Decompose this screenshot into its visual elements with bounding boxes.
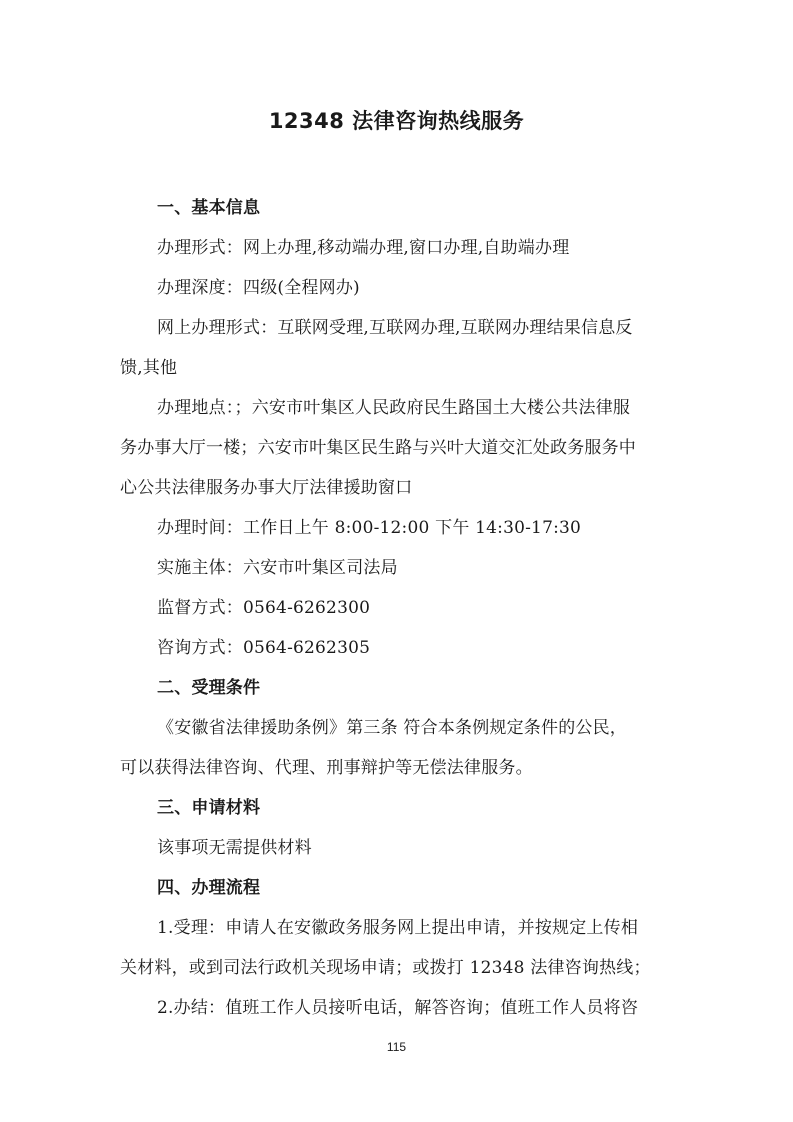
section-heading-application-materials: 三、申请材料 — [157, 798, 261, 818]
implementing-body: 实施主体：六安市叶集区司法局 — [157, 558, 398, 578]
document-title: 12348 法律咨询热线服务 — [268, 109, 525, 133]
section-heading-acceptance-conditions: 二、受理条件 — [157, 678, 261, 698]
handling-location-cont-1: 务办事大厅一楼；六安市叶集区民生路与兴叶大道交汇处政务服务中 — [120, 438, 636, 458]
document-body — [120, 188, 680, 1028]
acceptance-conditions-text: 《安徽省法律援助条例》第三条 符合本条例规定条件的公民， — [157, 718, 628, 738]
section-heading-basic-info: 一、基本信息 — [157, 198, 261, 218]
acceptance-conditions-text-cont: 可以获得法律咨询、代理、刑事辩护等无偿法律服务。 — [120, 758, 533, 778]
handling-location: 办理地点：；六安市叶集区人民政府民生路国土大楼公共法律服 — [157, 398, 631, 418]
application-materials-text: 该事项无需提供材料 — [157, 838, 312, 858]
page-number: 115 — [386, 1040, 407, 1054]
handling-time: 办理时间：工作日上午 8:00-12:00 下午 14:30-17:30 — [157, 518, 582, 538]
consultation-phone: 咨询方式：0564-6262305 — [157, 638, 371, 658]
section-heading-process: 四、办理流程 — [157, 878, 261, 898]
online-handling-form-cont: 馈,其他 — [120, 358, 178, 378]
handling-depth: 办理深度：四级(全程网办) — [157, 278, 360, 298]
online-handling-form: 网上办理形式：互联网受理,互联网办理,互联网办理结果信息反 — [157, 318, 633, 338]
handling-location-cont-2: 心公共法律服务办事大厅法律援助窗口 — [120, 478, 413, 498]
process-step-accept-cont: 关材料，或到司法行政机关现场申请；或拨打 12348 法律咨询热线； — [120, 958, 651, 978]
process-step-complete: 2.办结：值班工作人员接听电话，解答咨询；值班工作人员将咨 — [157, 998, 639, 1018]
process-step-accept: 1.受理：申请人在安徽政务服务网上提出申请，并按规定上传相 — [157, 918, 639, 938]
handling-form: 办理形式：网上办理,移动端办理,窗口办理,自助端办理 — [157, 238, 570, 258]
supervision-phone: 监督方式：0564-6262300 — [157, 598, 371, 618]
